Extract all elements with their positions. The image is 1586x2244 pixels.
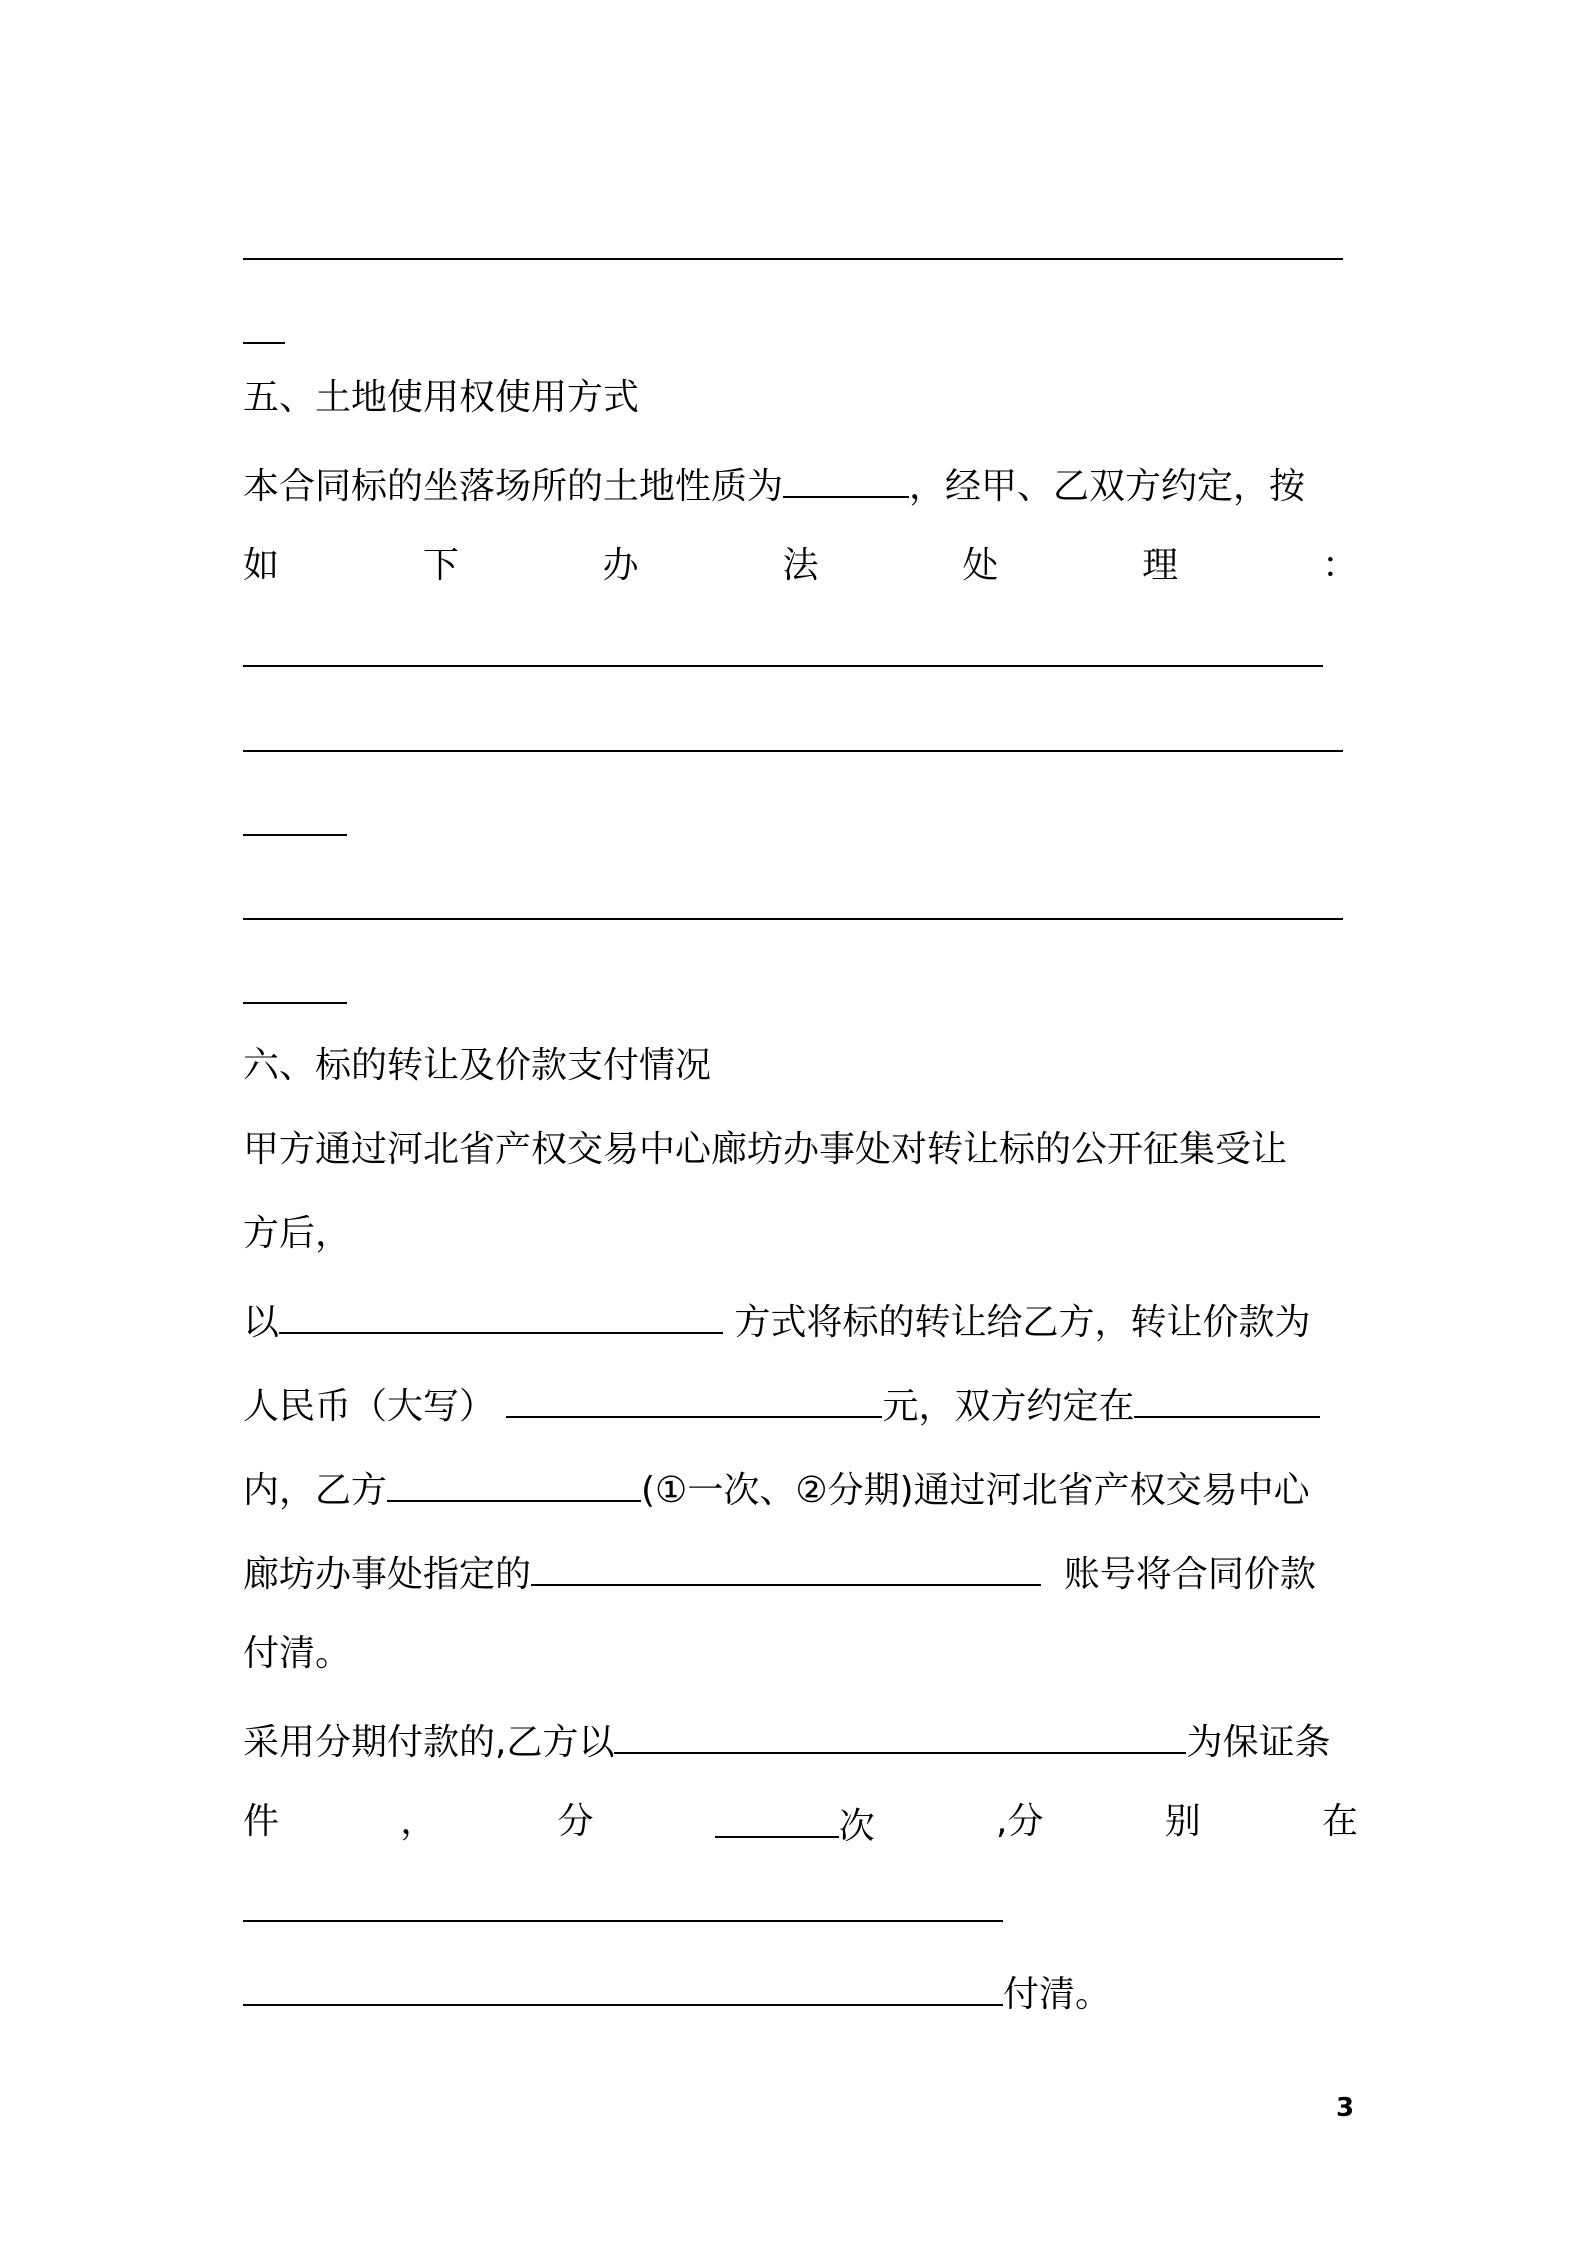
blank-line <box>243 710 1358 762</box>
transfer-method-blank[interactable] <box>279 1292 723 1334</box>
payment-mode-blank[interactable] <box>387 1460 641 1502</box>
fill-in-blank[interactable] <box>243 625 1323 667</box>
land-nature-blank[interactable] <box>783 456 909 498</box>
section-6-line: 廊坊办事处指定的 账号将合同价款 <box>243 1544 1358 1596</box>
price-in-words-blank[interactable] <box>506 1376 882 1418</box>
fill-in-blank[interactable] <box>243 218 1343 260</box>
payment-period-blank[interactable] <box>1134 1376 1320 1418</box>
fill-in-blank[interactable] <box>243 962 347 1004</box>
blank-line <box>243 962 1358 1014</box>
account-blank[interactable] <box>531 1544 1041 1586</box>
section-6-line: 人民币（大写） 元，双方约定在 <box>243 1376 1358 1428</box>
section-6-title: 六、标的转让及价款支付情况 <box>243 1045 712 1086</box>
section-6-line: 以 方式将标的转让给乙方，转让价款为 <box>243 1292 1358 1344</box>
page-number: 3 <box>1336 2093 1355 2123</box>
fill-in-blank[interactable] <box>243 302 285 344</box>
fill-in-blank[interactable] <box>243 794 347 836</box>
section-6-line: 付清。 <box>243 1633 352 1674</box>
fill-in-blank[interactable] <box>243 1880 1003 1922</box>
installment-count-blank[interactable] <box>715 1796 839 1838</box>
section-5-spread-line: 如 下 办 法 处 理 ： <box>243 545 1358 586</box>
section-6-spread-line: 件 ， 分 次 ,分 别 在 <box>243 1796 1358 1848</box>
section-5-paragraph: 本合同标的坐落场所的土地性质为 ，经甲、乙双方约定，按 <box>243 456 1358 508</box>
section-5-title: 五、土地使用权使用方式 <box>243 377 640 418</box>
blank-line <box>243 794 1358 846</box>
fill-in-blank[interactable] <box>243 878 1343 920</box>
blank-line <box>243 1880 1358 1932</box>
blank-line <box>243 302 1358 354</box>
section-6-line: 付清。 <box>243 1964 1358 2016</box>
fill-in-blank[interactable] <box>243 710 1343 752</box>
section-6-line: 内，乙方 (①一次、②分期)通过河北省产权交易中心 <box>243 1460 1358 1512</box>
guarantee-blank[interactable] <box>614 1712 1186 1754</box>
blank-line <box>243 625 1358 677</box>
blank-line <box>243 218 1358 270</box>
blank-line <box>243 878 1358 930</box>
fill-in-blank[interactable] <box>243 1964 1003 2006</box>
section-6-line: 方后， <box>243 1213 352 1254</box>
section-6-line: 采用分期付款的,乙方以 为保证条 <box>243 1712 1358 1764</box>
section-6-line: 甲方通过河北省产权交易中心廊坊办事处对转让标的公开征集受让 <box>243 1129 1288 1170</box>
